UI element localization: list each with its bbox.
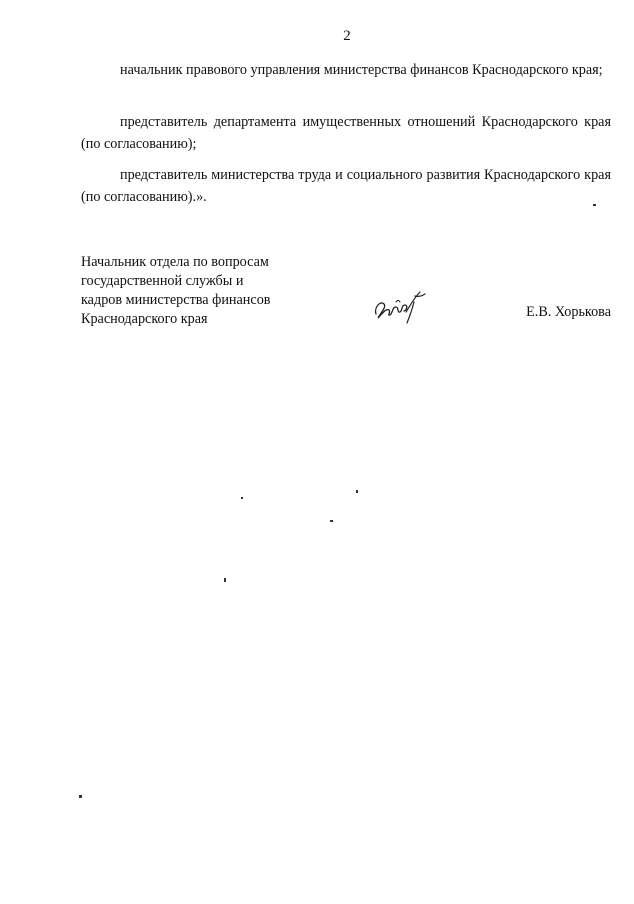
signatory-title-line: кадров министерства финансов [81,292,271,308]
signer-name: Е.В. Хорькова [526,304,611,320]
scan-speck [79,795,82,798]
signatory-title [81,253,331,329]
handwritten-signature [370,288,430,326]
scan-speck [224,578,226,582]
paragraph-head-of-legal-department: начальник правового управления министерства финансов Краснодарского края; [120,62,603,78]
signatory-title-line: Краснодарского края [81,311,208,327]
scan-speck [241,497,243,499]
page-number: 2 [343,28,351,44]
scan-speck [356,490,358,493]
paragraph-property-relations-representative: представитель департамента имущественных отношений Краснодарского края (по согласованию); [81,114,611,152]
paragraph-labor-ministry-representative: представитель министерства труда и социального развития Краснодарского края (по согласованию).». [81,167,611,205]
scan-speck [593,204,596,206]
signatory-title-line: Начальник отдела по вопросам [81,254,269,270]
signatory-title-line: государственной службы и [81,273,244,289]
scan-speck [330,520,333,522]
